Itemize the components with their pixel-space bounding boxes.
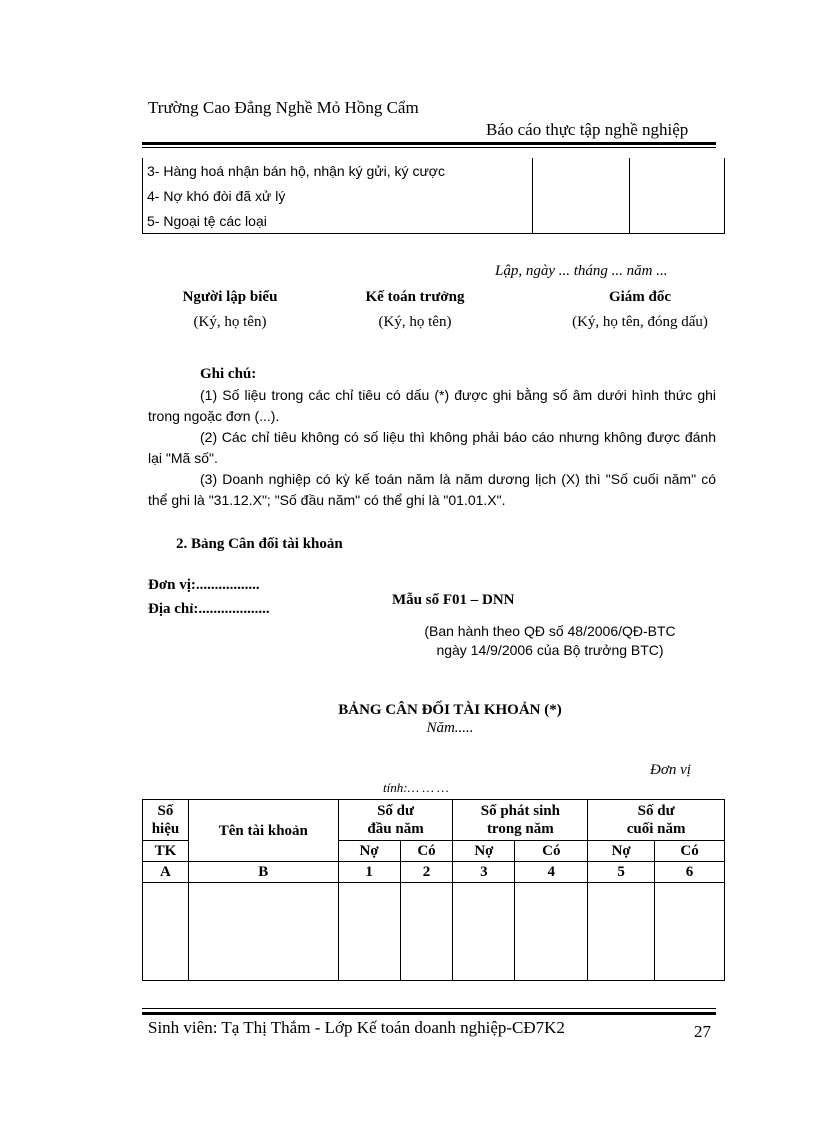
header-text: Số bbox=[157, 803, 174, 819]
header-co: Có bbox=[515, 841, 588, 862]
signature-subtitle: (Ký, họ tên) bbox=[193, 314, 267, 330]
header-text: cuối năm bbox=[626, 821, 686, 837]
table-cell bbox=[143, 883, 189, 981]
table-cell: 5- Ngoại tệ các loại bbox=[143, 208, 533, 234]
table-row bbox=[143, 208, 725, 234]
note-item: (2) Các chỉ tiêu không có số liệu thì không phải báo cáo nhưng không được đánh lại "Mã số". bbox=[148, 429, 716, 466]
header-text: Số phát sinh bbox=[480, 803, 560, 819]
table-index-row bbox=[143, 862, 725, 883]
footer-student: Sinh viên: Tạ Thị Thắm - Lớp Kế toán doanh nghiệp-CĐ7K2 bbox=[148, 1018, 565, 1037]
table-body-row bbox=[143, 883, 725, 981]
signature-title: Giám đốc bbox=[608, 289, 672, 305]
note-item: (1) Số liệu trong các chỉ tiêu có dấu (*) được ghi bằng số âm dưới hình thức ghi trong ngoặc đơn (...). bbox=[148, 387, 716, 424]
header-co: Có bbox=[655, 841, 725, 862]
table-cell bbox=[533, 183, 630, 208]
note-item: (3) Doanh nghiệp có kỳ kế toán năm là năm dương lịch (X) thì "Số cuối năm" có thể ghi là "31.12.X"; "Số đầu năm" có thể ghi là "01.01.X". bbox=[148, 471, 716, 508]
header-tk: TK bbox=[143, 841, 189, 862]
header-text: đầu năm bbox=[367, 821, 424, 837]
index-cell: 5 bbox=[588, 862, 655, 883]
signature-director bbox=[550, 289, 730, 331]
header-school: Trường Cao Đẳng Nghề Mỏ Hồng Cẩm bbox=[148, 98, 419, 117]
header-report-title: Báo cáo thực tập nghề nghiệp bbox=[486, 120, 689, 139]
footer-rule-thin bbox=[142, 1008, 716, 1009]
header-so-du-cuoi-nam bbox=[588, 800, 725, 841]
signature-preparer bbox=[160, 289, 300, 331]
index-cell: 3 bbox=[453, 862, 515, 883]
header-text: Số dư bbox=[637, 803, 675, 819]
notes-title: Ghi chú: bbox=[200, 366, 257, 382]
header-no: Nợ bbox=[588, 841, 655, 862]
table-cell bbox=[630, 158, 725, 183]
header-ten-tai-khoan: Tên tài khoản bbox=[188, 800, 338, 862]
table-row bbox=[143, 158, 725, 183]
issued-note bbox=[380, 622, 720, 660]
index-cell: A bbox=[143, 862, 189, 883]
table-cell: 3- Hàng hoá nhận bán hộ, nhận ký gửi, ký cược bbox=[143, 158, 533, 183]
table-cell bbox=[400, 883, 453, 981]
index-cell: 1 bbox=[338, 862, 400, 883]
signature-chief-accountant bbox=[340, 289, 490, 331]
date-line: Lập, ngày ... tháng ... năm ... bbox=[495, 263, 668, 279]
table-cell bbox=[630, 208, 725, 234]
signature-subtitle: (Ký, họ tên, đóng dấu) bbox=[572, 314, 708, 330]
table-row bbox=[143, 183, 725, 208]
table-cell: 4- Nợ khó đòi đã xử lý bbox=[143, 183, 533, 208]
header-no: Nợ bbox=[338, 841, 400, 862]
header-so-du-dau-nam bbox=[338, 800, 453, 841]
header-no: Nợ bbox=[453, 841, 515, 862]
index-cell: 4 bbox=[515, 862, 588, 883]
page-number: 27 bbox=[694, 1022, 711, 1041]
header-text: Số dư bbox=[377, 803, 415, 819]
off-balance-table bbox=[142, 158, 725, 234]
table-cell bbox=[533, 208, 630, 234]
table-cell bbox=[533, 158, 630, 183]
header-text: hiệu bbox=[151, 821, 180, 837]
footer-rule bbox=[142, 1012, 716, 1015]
form-code: Mẫu số F01 – DNN bbox=[392, 592, 515, 608]
table-cell bbox=[188, 883, 338, 981]
index-cell: 2 bbox=[400, 862, 453, 883]
header-text: trong năm bbox=[486, 821, 554, 837]
header-so-phat-sinh bbox=[453, 800, 588, 841]
issued-line: (Ban hành theo QĐ số 48/2006/QĐ-BTC bbox=[424, 623, 676, 639]
table-cell bbox=[588, 883, 655, 981]
document-title: BẢNG CÂN ĐỐI TÀI KHOẢN (*) bbox=[338, 702, 562, 718]
index-cell: B bbox=[188, 862, 338, 883]
table-cell bbox=[515, 883, 588, 981]
signature-title: Kế toán trưởng bbox=[365, 289, 465, 305]
issued-line: ngày 14/9/2006 của Bộ trưởng BTC) bbox=[436, 642, 664, 658]
header-rule-thin bbox=[142, 147, 716, 148]
section-heading: 2. Bảng Cân đối tài khoản bbox=[176, 536, 343, 552]
header-rule bbox=[142, 142, 716, 145]
table-cell bbox=[453, 883, 515, 981]
index-cell: 6 bbox=[655, 862, 725, 883]
unit-calc-label-cont: tính:… … … bbox=[383, 780, 449, 795]
unit-calc-label: Đơn vị bbox=[650, 762, 691, 778]
unit-field: Đơn vị:................. bbox=[148, 577, 260, 593]
table-cell bbox=[655, 883, 725, 981]
table-cell bbox=[630, 183, 725, 208]
signature-subtitle: (Ký, họ tên) bbox=[378, 314, 452, 330]
table-cell bbox=[338, 883, 400, 981]
balance-table bbox=[142, 799, 725, 981]
address-field: Địa chỉ:................... bbox=[148, 601, 270, 617]
header-co: Có bbox=[400, 841, 453, 862]
signature-title: Người lập biểu bbox=[182, 289, 278, 305]
header-so-hieu bbox=[143, 800, 189, 841]
document-year: Năm..... bbox=[426, 720, 474, 736]
